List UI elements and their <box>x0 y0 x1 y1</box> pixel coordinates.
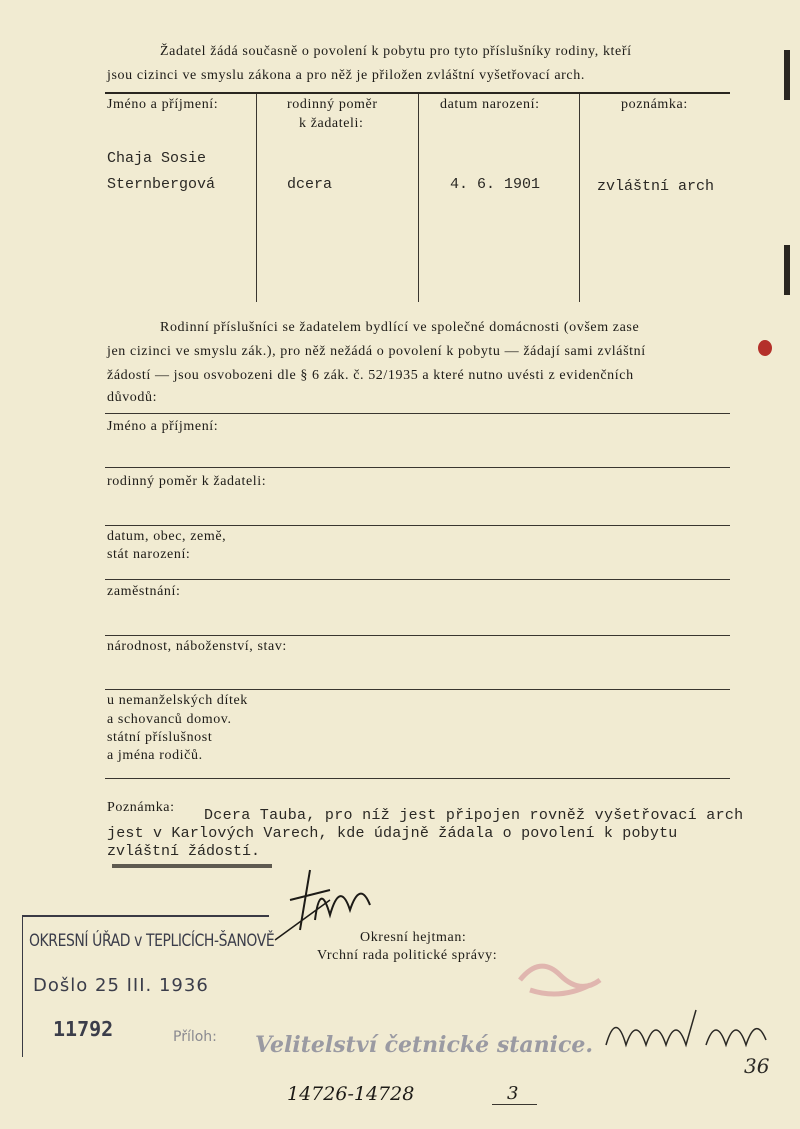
stamp-enclosures: Příloh: <box>173 1029 217 1045</box>
side-number: 36 <box>744 1054 770 1078</box>
field-employment-label: zaměstnání: <box>107 584 181 599</box>
field-rule <box>105 579 730 580</box>
field-illegit-label-1: u nemanželských dítek <box>107 693 248 708</box>
household-line-1: Rodinní příslušníci se žadatelem bydlící ve společné domácnosti (ovšem zase <box>160 320 640 335</box>
field-birth-label-1: datum, obec, země, <box>107 529 227 544</box>
cell-note: zvláštní arch <box>597 178 715 195</box>
field-illegit-label-3: státní příslušnost <box>107 730 213 745</box>
cell-name-1: Chaja Sosie <box>107 150 207 167</box>
household-line-4: důvodů: <box>107 390 158 405</box>
field-rule <box>105 413 730 414</box>
field-rule <box>105 635 730 636</box>
number-underline <box>492 1104 537 1105</box>
remark-label: Poznámka: <box>107 800 175 815</box>
field-rule <box>105 467 730 468</box>
table-col-divider-3 <box>579 94 580 302</box>
field-illegit-label-2: a schovanců domov. <box>107 712 232 727</box>
intro-line-2: jsou cizinci ve smyslu zákona a pro něž je přiložen zvláštní vyšetřovací arch. <box>107 68 585 83</box>
cell-relation: dcera <box>287 176 333 193</box>
household-line-2: jen cizinci ve smyslu zák.), pro něž nežádá o povolení k pobytu — žádají sami zvláštní <box>107 344 646 359</box>
remark-underline <box>112 864 272 868</box>
header-birth-date: datum narození: <box>440 97 540 112</box>
header-note: poznámka: <box>621 97 688 112</box>
cell-name-2: Sternbergová <box>107 176 216 193</box>
remark-line-3: zvláštní žádostí. <box>107 843 261 860</box>
field-birth-label-2: stát narození: <box>107 547 191 562</box>
field-nationality-label: národnost, náboženství, stav: <box>107 639 287 654</box>
station-stamp: Velitelství četnické stanice. <box>255 1032 594 1058</box>
intro-line-1: Žadatel žádá současně o povolení k pobytu pro tyto příslušníky rodiny, kteří <box>160 44 632 59</box>
table-col-divider-2 <box>418 94 419 302</box>
remark-line-1: Dcera Tauba, pro níž jest připojen rovněž vyšetřovací arch <box>204 807 744 824</box>
field-illegit-label-4: a jména rodičů. <box>107 748 203 763</box>
cell-birth-date: 4. 6. 1901 <box>450 176 541 193</box>
field-name-label: Jméno a příjmení: <box>107 419 219 434</box>
official-title-1: Okresní hejtman: <box>360 930 467 945</box>
official-title-2: Vrchní rada politické správy: <box>317 948 498 963</box>
stamp-number: 11792 <box>53 1017 114 1041</box>
header-name: Jméno a příjmení: <box>107 97 219 112</box>
header-relation-2: k žadateli: <box>299 116 364 131</box>
field-rule <box>105 778 730 779</box>
field-rule <box>105 525 730 526</box>
field-rule <box>105 689 730 690</box>
reference-numbers: 14726-14728 <box>287 1083 415 1105</box>
registry-stamp <box>22 915 275 1057</box>
household-line-3: žádostí — jsou osvobozeni dle § 6 zák. č. 52/1935 a které nutno uvésti z evidenčních <box>107 368 634 383</box>
field-relation-label: rodinný poměr k žadateli: <box>107 474 267 489</box>
table-col-divider-1 <box>256 94 257 302</box>
handwritten-number: 3 <box>507 1083 519 1104</box>
binder-mark <box>784 50 790 100</box>
binder-mark <box>784 245 790 295</box>
header-relation: rodinný poměr <box>287 97 378 112</box>
red-dot <box>758 340 772 356</box>
handwritten-scribble <box>596 1000 776 1060</box>
stamp-office: OKRESNÍ ÚŘAD v TEPLICÍCH-ŠANOVĚ <box>29 931 275 951</box>
stamp-received-date: Došlo 25 III. 1936 <box>33 975 209 996</box>
remark-line-2: jest v Karlových Varech, kde údajně žádala o povolení k pobytu <box>107 825 678 842</box>
